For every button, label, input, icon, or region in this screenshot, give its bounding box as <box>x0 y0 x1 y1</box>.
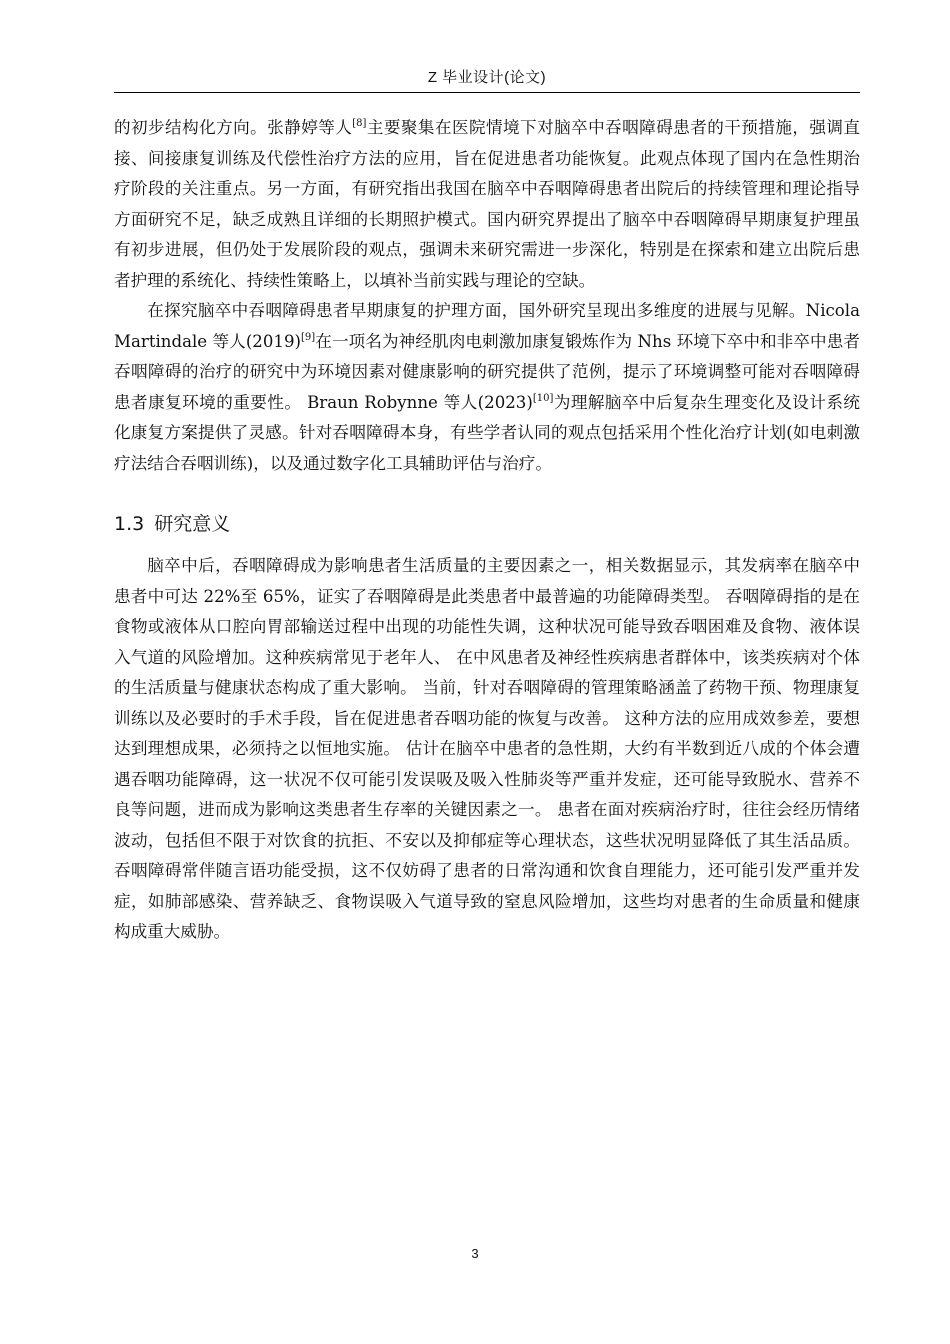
document-body <box>114 113 860 948</box>
paragraph-2-text-a: 在探究脑卒中吞咽障碍患者早期康复的护理方面，国外研究呈现出多维度的进展与见解。Nicola Martindale 等人(2019) <box>114 301 860 351</box>
paragraph-1 <box>114 113 860 296</box>
page-number: 3 <box>471 1246 479 1261</box>
citation-ref-9: [9] <box>301 331 316 343</box>
paragraph-3: 脑卒中后，吞咽障碍成为影响患者生活质量的主要因素之一，相关数据显示，其发病率在脑卒中患者中可达 22%至 65%，证实了吞咽障碍是此类患者中最普遍的功能障碍类型。 吞咽障碍指的是在食物或液体从口腔向胃部输送过程中出现的功能性失调，这种状况可能导致吞咽困难及食物、液体误入气道的风险增加。这种疾病常见于老年人、 在中风患者及神经性疾病患者群体中，该类疾病对个体的生活质量与健康状态构成了重大影响。 当前，针对吞咽障碍的管理策略涵盖了药物干预、物理康复训练以及必要时的手术手段，旨在促进患者吞咽功能的恢复与改善。 这种方法的应用成效参差，要想达到理想成果，必须持之以恒地实施。 估计在脑卒中患者的急性期，大约有半数到近八成的个体会遭遇吞咽功能障碍，这一状况不仅可能引发误吸及吸入性肺炎等严重并发症，还可能导致脱水、营养不良等问题，进而成为影响这类患者生存率的关键因素之一。 患者在面对疾病治疗时，往往会经历情绪波动，包括但不限于对饮食的抗拒、不安以及抑郁症等心理状态，这些状况明显降低了其生活品质。 吞咽障碍常伴随言语功能受损，这不仅妨碍了患者的日常沟通和饮食自理能力，还可能引发严重并发症，如肺部感染、营养缺乏、食物误吸入气道导致的窒息风险增加，这些均对患者的生命质量和健康构成重大威胁。 <box>114 556 860 941</box>
citation-ref-8: [8] <box>352 118 367 129</box>
paragraph-2-text-c: 为理解脑卒中后复杂生理变化及设计系统化康复方案提供了灵感。针对吞咽障碍本身，有些学者认同的观点包括采用个性化治疗计划(如电刺激疗法结合吞咽训练)，以及通过数字化工具辅助评估与治疗。 <box>114 392 860 473</box>
section-heading <box>114 509 860 539</box>
section-title-text: 研究意义 <box>154 513 231 535</box>
paragraph-1-text-b: 主要聚集在医院情境下对脑卒中吞咽障碍患者的干预措施，强调直接、间接康复训练及代偿性治疗方法的应用，旨在促进患者功能恢复。此观点体现了国内在急性期治疗阶段的关注重点。另一方面，有研究指出我国在脑卒中吞咽障碍患者出院后的持续管理和理论指导方面研究不足，缺乏成熟且详细的长期照护模式。国内研究界提出了脑卒中吞咽障碍早期康复护理虽有初步进展，但仍处于发展阶段的观点，强调未来研究需进一步深化，特别是在探索和建立出院后患者护理的系统化、持续性策略上，以填补当前实践与理论的空缺。 <box>114 118 861 290</box>
section-number: 1.3 <box>114 513 145 535</box>
paragraph-2-text-b: 在一项名为神经肌肉电刺激加康复锻炼作为 Nhs 环境下卒中和非卒中患者吞咽障碍的治疗的研究中为环境因素对健康影响的研究提供了范例，提示了环境调整可能对吞咽障碍患者康复环境的重要性。 Braun Robynne 等人(2023) <box>114 331 860 412</box>
paragraph-2 <box>114 296 860 479</box>
paragraph-1-text-a: 的初步结构化方向。张静婷等人 <box>114 118 353 137</box>
page-header: Z 毕业设计(论文) <box>427 69 547 86</box>
header-divider <box>114 92 860 93</box>
citation-ref-10: [10] <box>532 392 554 404</box>
